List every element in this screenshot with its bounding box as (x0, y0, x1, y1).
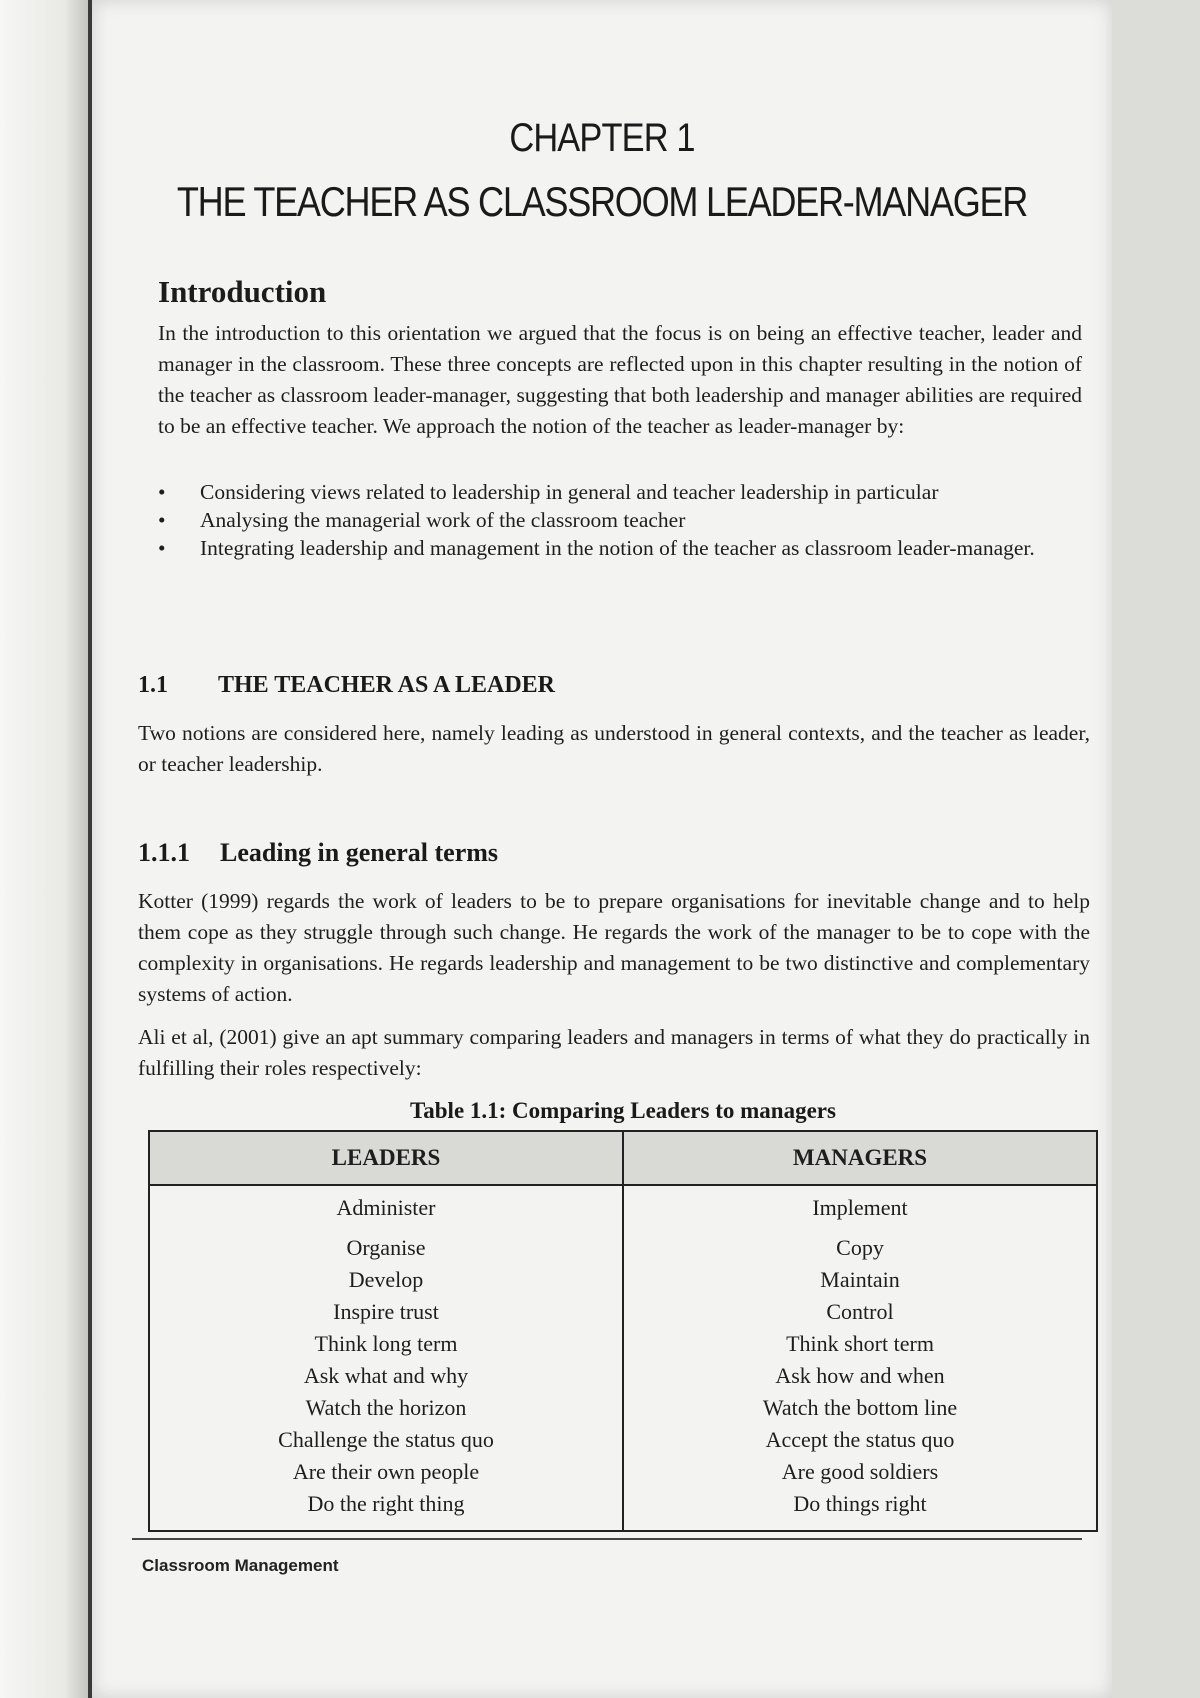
table-header-row (149, 1131, 1097, 1185)
managers-column (623, 1185, 1097, 1531)
column-header-managers: MANAGERS (623, 1131, 1097, 1185)
list-item: Administer (336, 1195, 436, 1220)
bullet-text: Integrating leadership and management in the notion of the teacher as classroom leader-manager. (200, 536, 1035, 560)
section-1-1-heading (138, 672, 555, 699)
list-item: Challenge the status quo (278, 1427, 494, 1452)
bullet-item (158, 534, 1082, 562)
bullet-icon: • (158, 536, 166, 560)
list-item: Think short term (786, 1331, 934, 1356)
bullet-icon: • (158, 508, 166, 532)
list-item: Are good soldiers (781, 1459, 939, 1484)
footer-divider (132, 1538, 1082, 1540)
chapter-title: THE TEACHER AS CLASSROOM LEADER-MANAGER (176, 178, 1028, 225)
bullet-item (158, 478, 1082, 506)
introduction-bullet-list (158, 478, 1082, 562)
table-caption: Table 1.1: Comparing Leaders to managers (410, 1098, 836, 1123)
footer-text: Classroom Management (142, 1556, 339, 1575)
section-1-1-1-heading (138, 838, 498, 868)
list-item: Ask what and why (303, 1363, 469, 1388)
table-row (149, 1185, 1097, 1531)
section-1-1-paragraph: Two notions are considered here, namely leading as understood in general contexts, and the teacher as leader, or teacher leadership. (138, 721, 1090, 776)
leaders-list (150, 1186, 622, 1530)
section-number: 1.1 (138, 672, 168, 698)
list-item: Accept the status quo (765, 1427, 955, 1452)
list-item: Organise (346, 1235, 426, 1260)
list-item: Do the right thing (307, 1491, 465, 1516)
bullet-text: Analysing the managerial work of the classroom teacher (200, 508, 686, 532)
bullet-item (158, 506, 1082, 534)
list-item: Ask how and when (775, 1363, 945, 1388)
leaders-column (149, 1185, 623, 1531)
list-item: Inspire trust (333, 1299, 439, 1324)
list-item: Think long term (314, 1331, 458, 1356)
section-title: THE TEACHER AS A LEADER (218, 672, 555, 698)
kotter-paragraph: Kotter (1999) regards the work of leaders to be to prepare organisations for inevitable change and to help them cope as they struggle through such change. He regards the work of the manager to be to cope with the complexity in organisations. He regards leadership and management to be two distinctive and complementary systems of action. (138, 889, 1090, 1006)
managers-list (624, 1186, 1096, 1530)
list-item: Develop (348, 1267, 424, 1292)
list-item: Copy (836, 1235, 884, 1260)
list-item: Control (826, 1299, 894, 1324)
column-header-leaders: LEADERS (149, 1131, 623, 1185)
scan-left-margin (0, 0, 92, 1698)
list-item: Watch the horizon (305, 1395, 467, 1420)
list-item: Are their own people (292, 1459, 480, 1484)
introduction-paragraph: In the introduction to this orientation we argued that the focus is on being an effective teacher, leader and manager in the classroom. These three concepts are reflected upon in this chapter resulting in the notion of the teacher as classroom leader-manager, suggesting that both leadership and manager abilities are required to be an effective teacher. We approach the notion of the teacher as leader-manager by: (158, 321, 1082, 438)
list-item: Implement (812, 1195, 908, 1220)
introduction-heading: Introduction (158, 274, 327, 309)
comparison-table (148, 1130, 1098, 1532)
bullet-icon: • (158, 480, 166, 504)
ali-paragraph: Ali et al, (2001) give an apt summary comparing leaders and managers in terms of what they do practically in fulfilling their roles respectively: (138, 1025, 1090, 1080)
section-number: 1.1.1 (138, 838, 190, 867)
chapter-number: CHAPTER 1 (509, 116, 695, 160)
section-title: Leading in general terms (220, 838, 499, 867)
list-item: Do things right (793, 1491, 927, 1516)
bullet-text: Considering views related to leadership in general and teacher leadership in particular (200, 480, 939, 504)
list-item: Watch the bottom line (762, 1395, 958, 1420)
list-item: Maintain (820, 1267, 900, 1292)
